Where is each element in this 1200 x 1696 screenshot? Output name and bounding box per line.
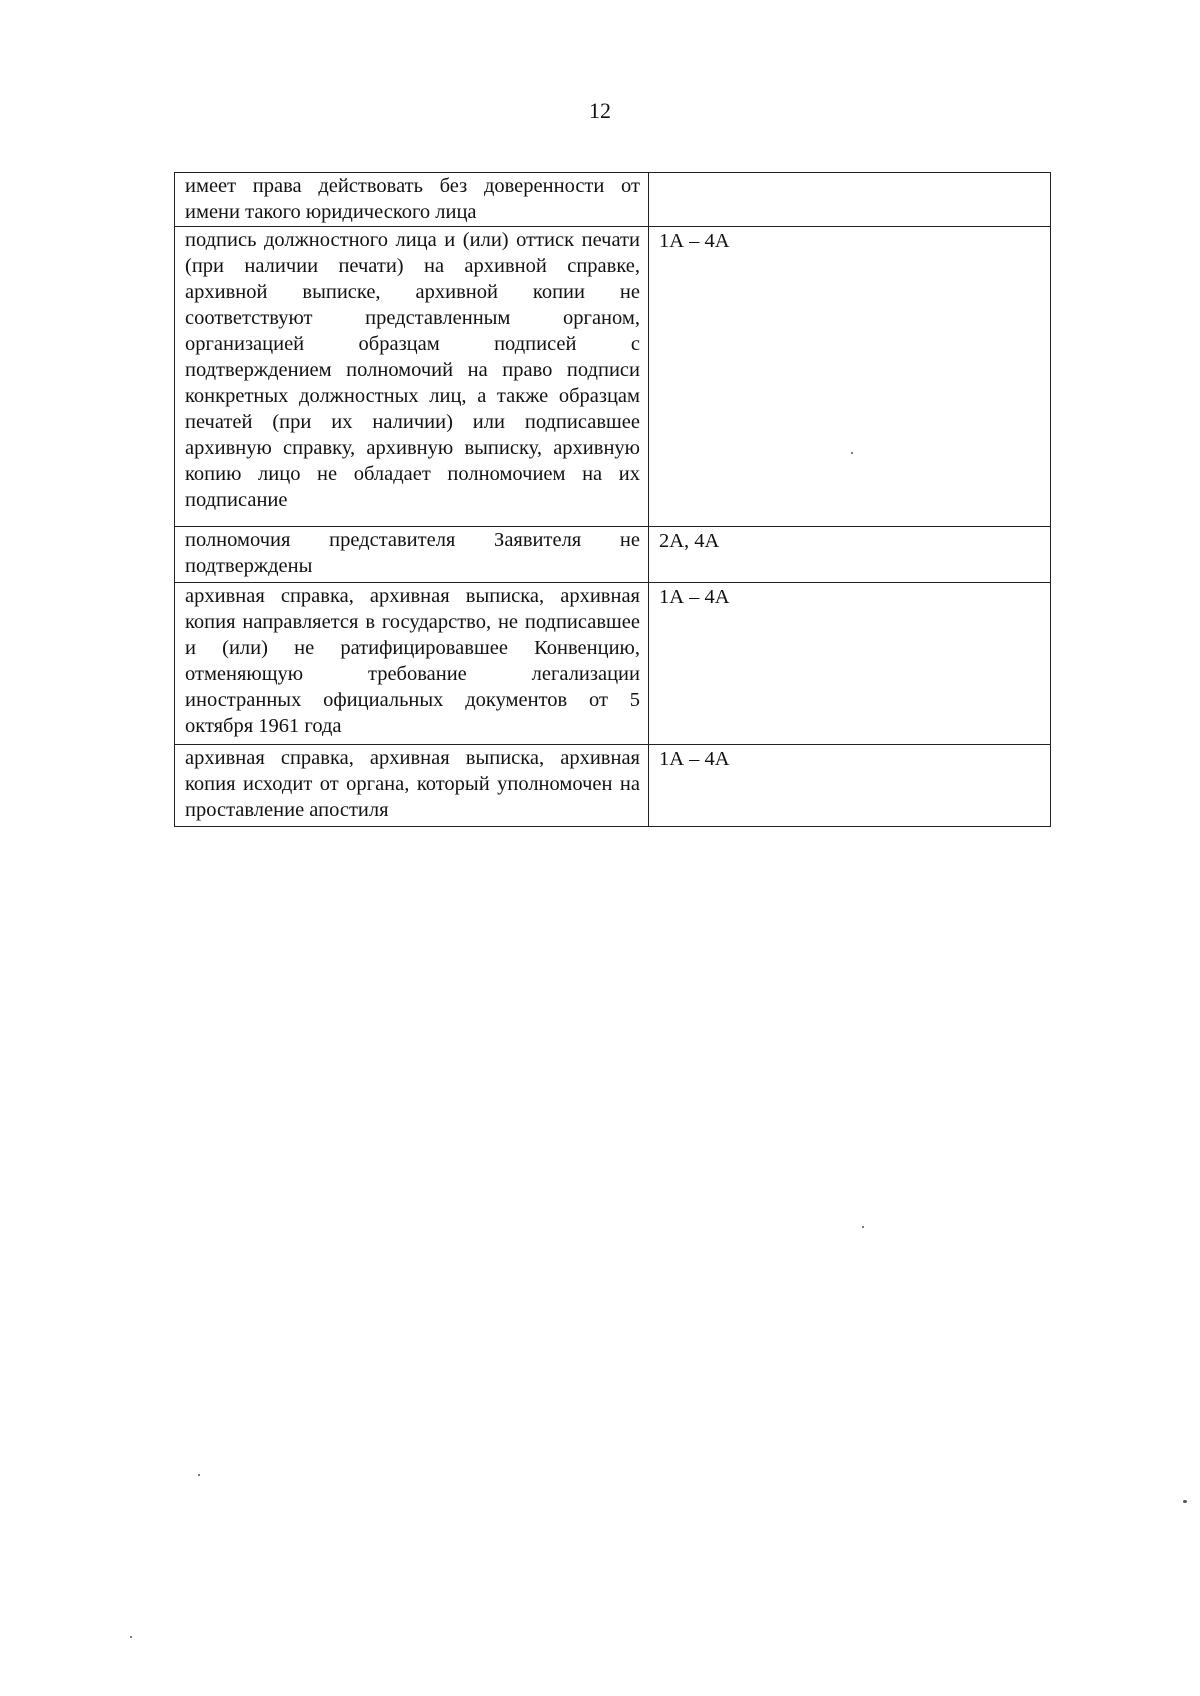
condition-cell: полномочия представителя Заявителя не подтверждены [175,527,649,583]
table-row [175,227,1051,527]
scan-speck [130,1636,132,1638]
codes-cell: 1А – 4А [649,745,1051,827]
condition-cell: архивная справка, архивная выписка, архивная копия исходит от органа, который уполномочен на проставление апостиля [175,745,649,827]
condition-cell: архивная справка, архивная выписка, архивная копия направляется в государство, не подписавшее и (или) не ратифицировавшее Конвенцию, отменяющую требование легализации иностранных официальных документов от 5 октября 1961 года [175,583,649,745]
codes-cell [649,173,1051,227]
codes-cell: 2А, 4А [649,527,1051,583]
table-row [175,173,1051,227]
page-number: 12 [589,98,611,123]
codes-cell: 1А – 4А [649,227,1051,527]
scan-speck [862,1226,864,1228]
table-row [175,745,1051,827]
codes-cell: 1А – 4А [649,583,1051,745]
condition-cell: подпись должностного лица и (или) оттиск печати (при наличии печати) на архивной справке, архивной выписке, архивной копии не соответствуют представленным органом, организацией образцам подписей с подтверждением полномочий на право подписи конкретных должностных лиц, а также образцам печатей (при их наличии) или подписавшее архивную справку, архивную выписку, архивную копию лицо не обладает полномочием на их подписание [175,227,649,527]
scan-speck [198,1474,200,1476]
table-row [175,527,1051,583]
scan-speck [1183,1500,1187,1503]
condition-cell: имеет права действовать без доверенности от имени такого юридического лица [175,173,649,227]
conditions-table [174,172,1051,827]
scan-speck [851,452,853,454]
table-row [175,583,1051,745]
